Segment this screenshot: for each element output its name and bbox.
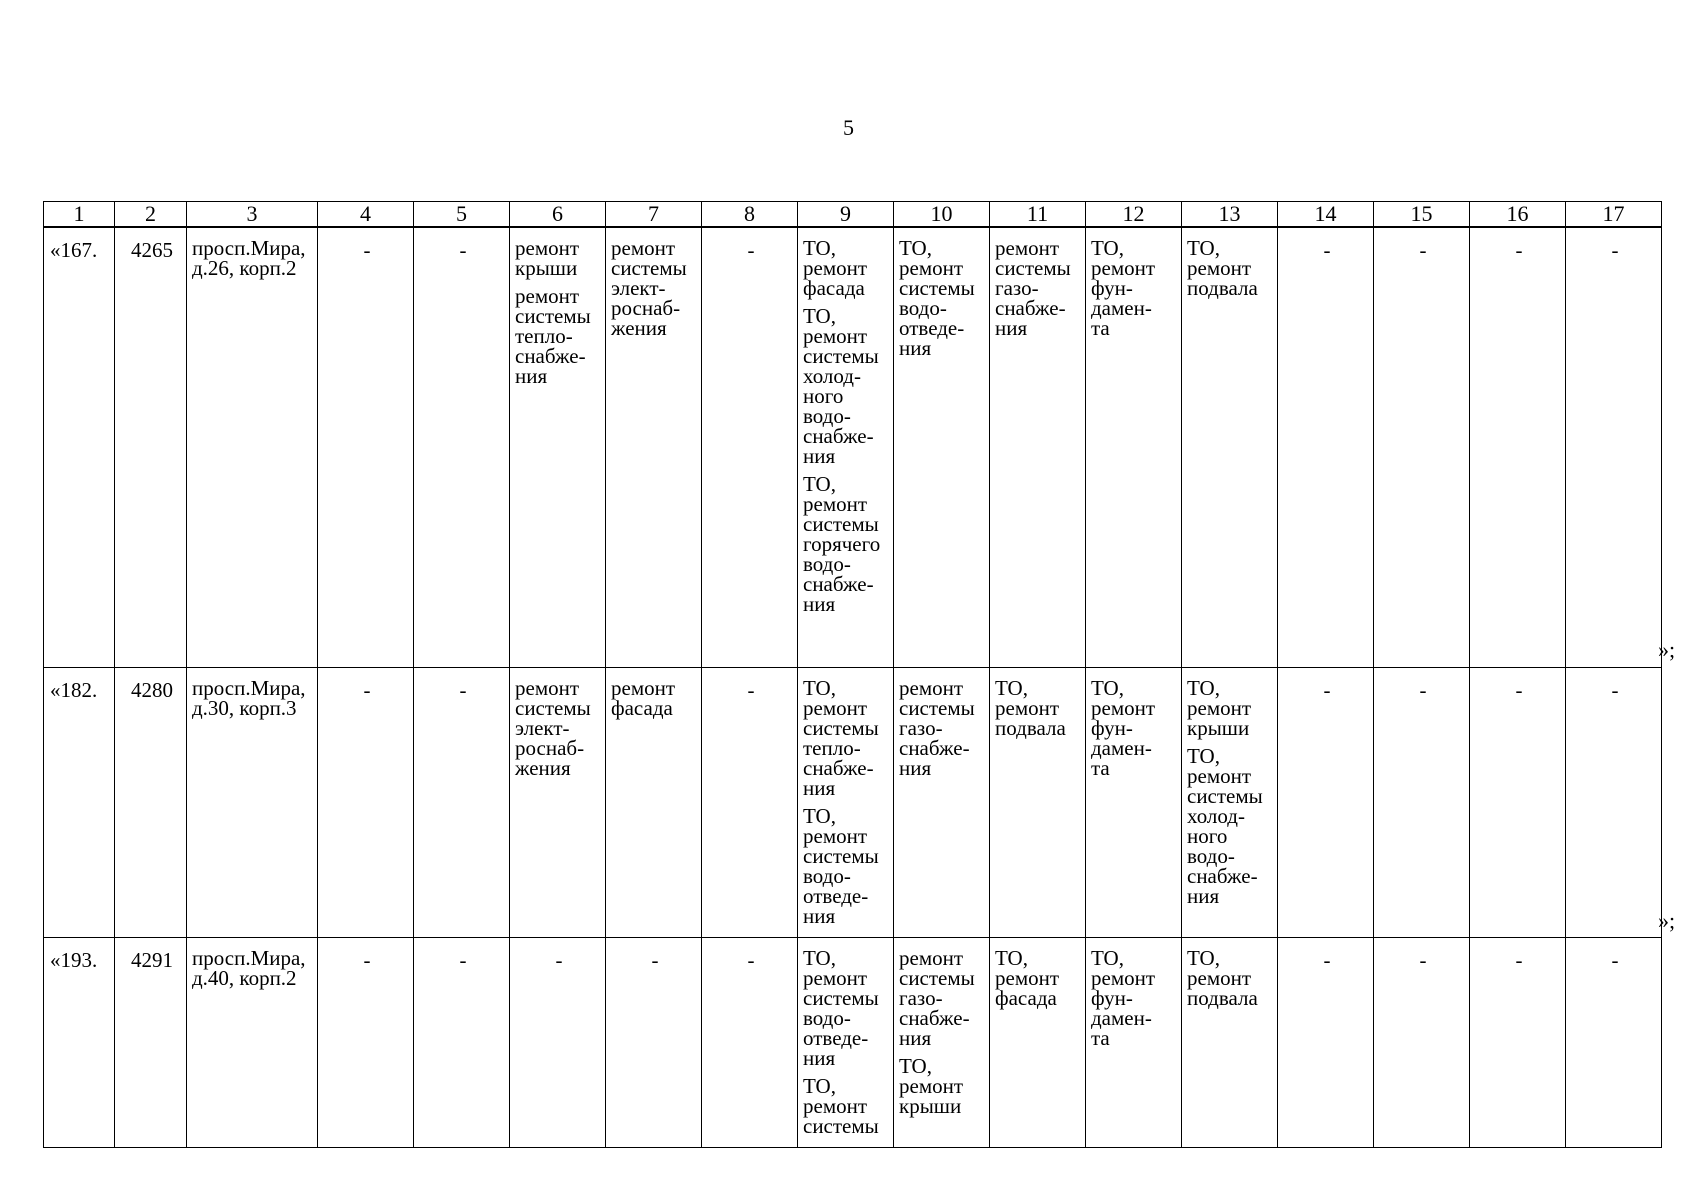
building-address: [187, 937, 318, 1147]
row-number: «182.: [44, 667, 115, 937]
building-address: [187, 667, 318, 937]
row-end-mark: »;: [1658, 908, 1676, 933]
cell-c12: [1086, 667, 1182, 937]
work-item: ТО, ремонт системы холод- ного водо- снабже- ния: [1187, 743, 1263, 908]
column-number-row: [44, 202, 1662, 228]
cell-c13: [1182, 667, 1278, 937]
building-code: 4291: [115, 937, 187, 1147]
work-item: ТО, ремонт системы холод- ного водо- снабже- ния: [803, 304, 879, 468]
column-header: 6: [510, 202, 606, 228]
cell-c9: [798, 937, 894, 1147]
cell-c7: [606, 227, 702, 667]
repair-schedule-table: [43, 201, 1662, 1148]
building-code: 4265: [115, 227, 187, 667]
column-header: 7: [606, 202, 702, 228]
column-header: 12: [1086, 202, 1182, 228]
cell-c13: [1182, 937, 1278, 1147]
work-item: ТО, ремонт фун- дамен- та: [1091, 675, 1156, 780]
cell-c8: -: [702, 937, 798, 1147]
column-header: 9: [798, 202, 894, 228]
cell-c11: [990, 937, 1086, 1147]
column-header: 10: [894, 202, 990, 228]
address-text: просп.Мира, д.26, корп.2: [192, 236, 306, 280]
address-text: просп.Мира, д.30, корп.3: [192, 675, 306, 720]
row-number: «193.: [44, 937, 115, 1147]
cell-c10: [894, 667, 990, 937]
work-item: ТО, ремонт системы: [803, 1073, 879, 1138]
building-code: 4280: [115, 667, 187, 937]
cell-c14: -: [1278, 937, 1374, 1147]
work-item: ремонт системы газо- снабже- ния: [899, 675, 975, 780]
work-item: ремонт системы элект- роснаб- жения: [515, 675, 591, 780]
cell-c5: -: [414, 937, 510, 1147]
cell-c7: -: [606, 937, 702, 1147]
cell-c4: -: [318, 227, 414, 667]
cell-c12: [1086, 937, 1182, 1147]
cell-c9: [798, 667, 894, 937]
cell-c4: -: [318, 937, 414, 1147]
column-header: 14: [1278, 202, 1374, 228]
cell-c13: [1182, 227, 1278, 667]
cell-c14: -: [1278, 227, 1374, 667]
address-text: просп.Мира, д.40, корп.2: [192, 945, 306, 990]
column-header: 15: [1374, 202, 1470, 228]
cell-c10: [894, 937, 990, 1147]
table-row: [44, 937, 1662, 1147]
work-item: ТО, ремонт крыши: [1187, 675, 1252, 740]
work-item: ТО, ремонт подвала: [1187, 945, 1258, 1010]
column-header: 2: [115, 202, 187, 228]
work-item: ремонт системы элект- роснаб- жения: [611, 236, 687, 340]
page-number: 5: [843, 115, 854, 140]
cell-c11: [990, 667, 1086, 937]
cell-c6: -: [510, 937, 606, 1147]
cell-c17: -: [1566, 937, 1662, 1147]
row-number: «167.: [44, 227, 115, 667]
cell-c17: -: [1566, 667, 1662, 937]
cell-c9: [798, 227, 894, 667]
work-item: ТО, ремонт подвала: [1187, 236, 1258, 300]
cell-c15: -: [1374, 667, 1470, 937]
work-item: ремонт фасада: [611, 675, 676, 720]
cell-c17: -: [1566, 227, 1662, 667]
row-end-mark: »;: [1658, 637, 1676, 662]
cell-c16: -: [1470, 937, 1566, 1147]
cell-c7: [606, 667, 702, 937]
building-address: [187, 227, 318, 667]
work-item: ТО, ремонт системы водо- отведе- ния: [899, 236, 975, 360]
column-header: 3: [187, 202, 318, 228]
work-item: ТО, ремонт фасада: [995, 945, 1060, 1010]
column-header: 5: [414, 202, 510, 228]
work-item: ТО, ремонт системы водо- отведе- ния: [803, 945, 879, 1070]
cell-c6: [510, 227, 606, 667]
column-header: 17: [1566, 202, 1662, 228]
work-item: ремонт крыши: [515, 236, 580, 280]
cell-c11: [990, 227, 1086, 667]
cell-c16: -: [1470, 667, 1566, 937]
column-header: 16: [1470, 202, 1566, 228]
cell-c10: [894, 227, 990, 667]
work-item: ТО, ремонт фун- дамен- та: [1091, 236, 1156, 340]
work-item: ТО, ремонт системы тепло- снабже- ния: [803, 675, 879, 800]
cell-c6: [510, 667, 606, 937]
cell-c12: [1086, 227, 1182, 667]
table-row: [44, 227, 1662, 667]
work-item: ремонт системы газо- снабже- ния: [899, 945, 975, 1050]
table-row: [44, 667, 1662, 937]
column-header: 1: [44, 202, 115, 228]
cell-c5: -: [414, 227, 510, 667]
column-header: 8: [702, 202, 798, 228]
cell-c16: -: [1470, 227, 1566, 667]
cell-c5: -: [414, 667, 510, 937]
cell-c8: -: [702, 227, 798, 667]
cell-c8: -: [702, 667, 798, 937]
column-header: 11: [990, 202, 1086, 228]
work-item: ТО, ремонт подвала: [995, 675, 1066, 740]
work-item: ТО, ремонт системы водо- отведе- ния: [803, 803, 879, 928]
work-item: ТО, ремонт системы горячего водо- снабже- ния: [803, 472, 881, 616]
cell-c15: -: [1374, 227, 1470, 667]
cell-c14: -: [1278, 667, 1374, 937]
cell-c4: -: [318, 667, 414, 937]
column-header: 4: [318, 202, 414, 228]
work-item: ТО, ремонт крыши: [899, 1053, 964, 1118]
cell-c15: -: [1374, 937, 1470, 1147]
work-item: ТО, ремонт фун- дамен- та: [1091, 945, 1156, 1050]
work-item: ТО, ремонт фасада: [803, 236, 868, 300]
column-header: 13: [1182, 202, 1278, 228]
work-item: ремонт системы газо- снабже- ния: [995, 236, 1071, 340]
work-item: ремонт системы тепло- снабже- ния: [515, 284, 591, 388]
